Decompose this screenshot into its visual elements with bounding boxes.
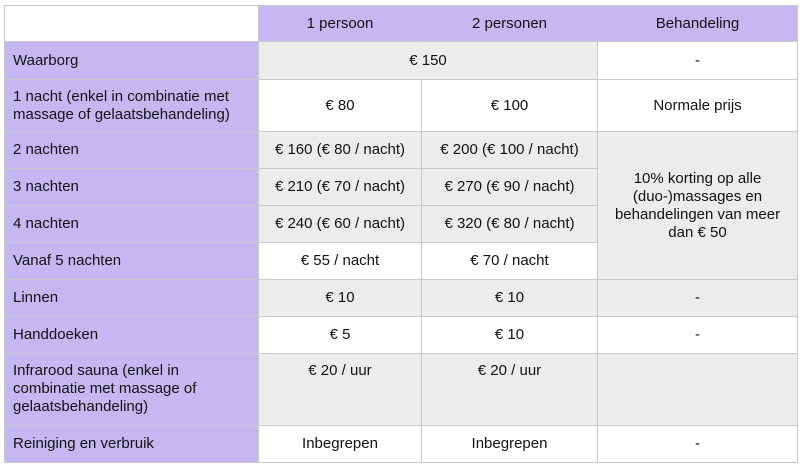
five-plus-two-persons: € 70 / nacht: [422, 243, 598, 280]
linnen-treatment: -: [598, 280, 798, 317]
handdoeken-two-persons: € 10: [422, 317, 598, 354]
table-row-waarborg: [5, 42, 798, 80]
reiniging-two-persons: Inbegrepen: [422, 426, 598, 463]
linnen-two-persons: € 10: [422, 280, 598, 317]
sauna-treatment: [598, 354, 798, 426]
one-night-two-persons: € 100: [422, 80, 598, 132]
row-label: 1 nacht (enkel in combinatie met massage of gelaatsbehandeling): [5, 80, 259, 132]
row-label: Waarborg: [5, 42, 259, 80]
four-nights-one-person: € 240 (€ 60 / nacht): [259, 206, 422, 243]
one-night-one-person: € 80: [259, 80, 422, 132]
header-two-persons: 2 personen: [422, 6, 598, 42]
header-row: [5, 6, 798, 42]
one-night-treatment: Normale prijs: [598, 80, 798, 132]
pricing-table-container: [4, 5, 797, 466]
reiniging-treatment: -: [598, 426, 798, 463]
header-treatment: Behandeling: [598, 6, 798, 42]
header-corner: [5, 6, 259, 42]
header-one-person: 1 persoon: [259, 6, 422, 42]
waarborg-treatment: -: [598, 42, 798, 80]
five-plus-one-person: € 55 / nacht: [259, 243, 422, 280]
multi-night-treatment: 10% korting op alle (duo-)massages en behandelingen van meer dan € 50: [598, 132, 798, 280]
table-row-one-night: [5, 80, 798, 132]
table-row-reiniging: [5, 426, 798, 463]
two-nights-one-person: € 160 (€ 80 / nacht): [259, 132, 422, 169]
pricing-table: [4, 5, 798, 463]
row-label: Infrarood sauna (enkel in combinatie met massage of gelaatsbehandeling): [5, 354, 259, 426]
row-label: 4 nachten: [5, 206, 259, 243]
three-nights-two-persons: € 270 (€ 90 / nacht): [422, 169, 598, 206]
waarborg-price: € 150: [259, 42, 598, 80]
four-nights-two-persons: € 320 (€ 80 / nacht): [422, 206, 598, 243]
table-row-sauna: [5, 354, 798, 426]
handdoeken-treatment: -: [598, 317, 798, 354]
row-label: 3 nachten: [5, 169, 259, 206]
row-label: Reiniging en verbruik: [5, 426, 259, 463]
sauna-two-persons: € 20 / uur: [422, 354, 598, 426]
reiniging-one-person: Inbegrepen: [259, 426, 422, 463]
table-row-linnen: [5, 280, 798, 317]
handdoeken-one-person: € 5: [259, 317, 422, 354]
row-label: 2 nachten: [5, 132, 259, 169]
row-label: Linnen: [5, 280, 259, 317]
linnen-one-person: € 10: [259, 280, 422, 317]
row-label: Vanaf 5 nachten: [5, 243, 259, 280]
row-label: Handdoeken: [5, 317, 259, 354]
table-row-handdoeken: [5, 317, 798, 354]
table-row-two-nights: [5, 132, 798, 169]
sauna-one-person: € 20 / uur: [259, 354, 422, 426]
three-nights-one-person: € 210 (€ 70 / nacht): [259, 169, 422, 206]
two-nights-two-persons: € 200 (€ 100 / nacht): [422, 132, 598, 169]
